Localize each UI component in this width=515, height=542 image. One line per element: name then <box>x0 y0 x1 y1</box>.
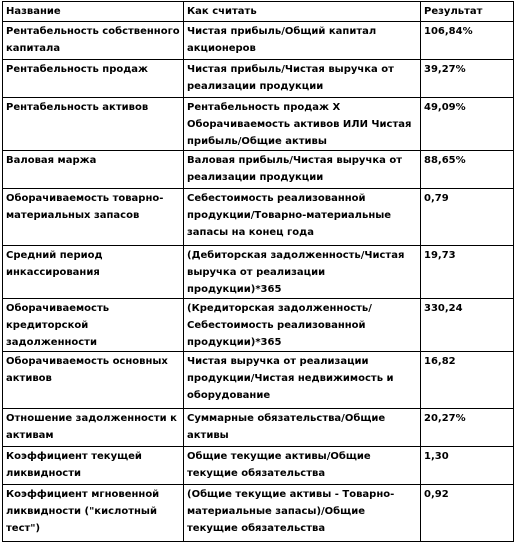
table-row <box>3 151 514 189</box>
ratio-name: Оборачиваемость товарно-материальных запасов <box>3 189 184 246</box>
table-row <box>3 60 514 98</box>
ratio-result: 330,24 <box>421 299 514 352</box>
ratio-formula: Чистая прибыль/Общий капитал акционеров <box>184 22 421 60</box>
ratio-result: 39,27% <box>421 60 514 98</box>
table-row <box>3 299 514 352</box>
header-name: Название <box>3 2 184 22</box>
ratio-name: Рентабельность активов <box>3 98 184 151</box>
ratio-name: Средний период инкассирования <box>3 246 184 299</box>
table-row <box>3 447 514 485</box>
ratio-formula: Себестоимость реализованной продукции/Товарно-материальные запасы на конец года <box>184 189 421 246</box>
ratio-formula: Общие текущие активы/Общие текущие обязательства <box>184 447 421 485</box>
table-row <box>3 246 514 299</box>
ratio-result: 1,30 <box>421 447 514 485</box>
ratio-result: 0,79 <box>421 189 514 246</box>
ratio-formula: (Кредиторская задолженность/Себестоимость реализованной продукции)*365 <box>184 299 421 352</box>
ratio-result: 20,27% <box>421 409 514 447</box>
header-formula: Как считать <box>184 2 421 22</box>
ratio-name: Валовая маржа <box>3 151 184 189</box>
ratio-name: Коэффициент текущей ликвидности <box>3 447 184 485</box>
header-row <box>3 2 514 22</box>
ratio-name: Коэффициент мгновенной ликвидности ("кислотный тест") <box>3 485 184 542</box>
table-row <box>3 409 514 447</box>
table-row <box>3 22 514 60</box>
ratio-formula: (Общие текущие активы - Товарно-материальные запасы)/Общие текущие обязательства <box>184 485 421 542</box>
ratio-name: Рентабельность продаж <box>3 60 184 98</box>
table-row <box>3 189 514 246</box>
header-result: Результат <box>421 2 514 22</box>
ratio-result: 106,84% <box>421 22 514 60</box>
ratio-name: Рентабельность собственного капитала <box>3 22 184 60</box>
ratio-name: Отношение задолженности к активам <box>3 409 184 447</box>
table-row <box>3 98 514 151</box>
ratio-formula: Чистая прибыль/Чистая выручка от реализации продукции <box>184 60 421 98</box>
ratio-formula: Чистая выручка от реализации продукции/Чистая недвижимость и оборудование <box>184 352 421 409</box>
ratio-name: Оборачиваемость основных активов <box>3 352 184 409</box>
ratio-result: 0,92 <box>421 485 514 542</box>
ratio-name: Оборачиваемость кредиторской задолженности <box>3 299 184 352</box>
table-row <box>3 352 514 409</box>
ratio-formula: Суммарные обязательства/Общие активы <box>184 409 421 447</box>
table-row <box>3 485 514 542</box>
ratio-result: 19,73 <box>421 246 514 299</box>
ratio-formula: Рентабельность продаж Х Оборачиваемость активов ИЛИ Чистая прибыль/Общие активы <box>184 98 421 151</box>
ratio-formula: Валовая прибыль/Чистая выручка от реализации продукции <box>184 151 421 189</box>
ratio-result: 49,09% <box>421 98 514 151</box>
ratio-result: 16,82 <box>421 352 514 409</box>
ratio-formula: (Дебиторская задолженность/Чистая выручка от реализации продукции)*365 <box>184 246 421 299</box>
ratios-table <box>2 1 514 542</box>
ratio-result: 88,65% <box>421 151 514 189</box>
